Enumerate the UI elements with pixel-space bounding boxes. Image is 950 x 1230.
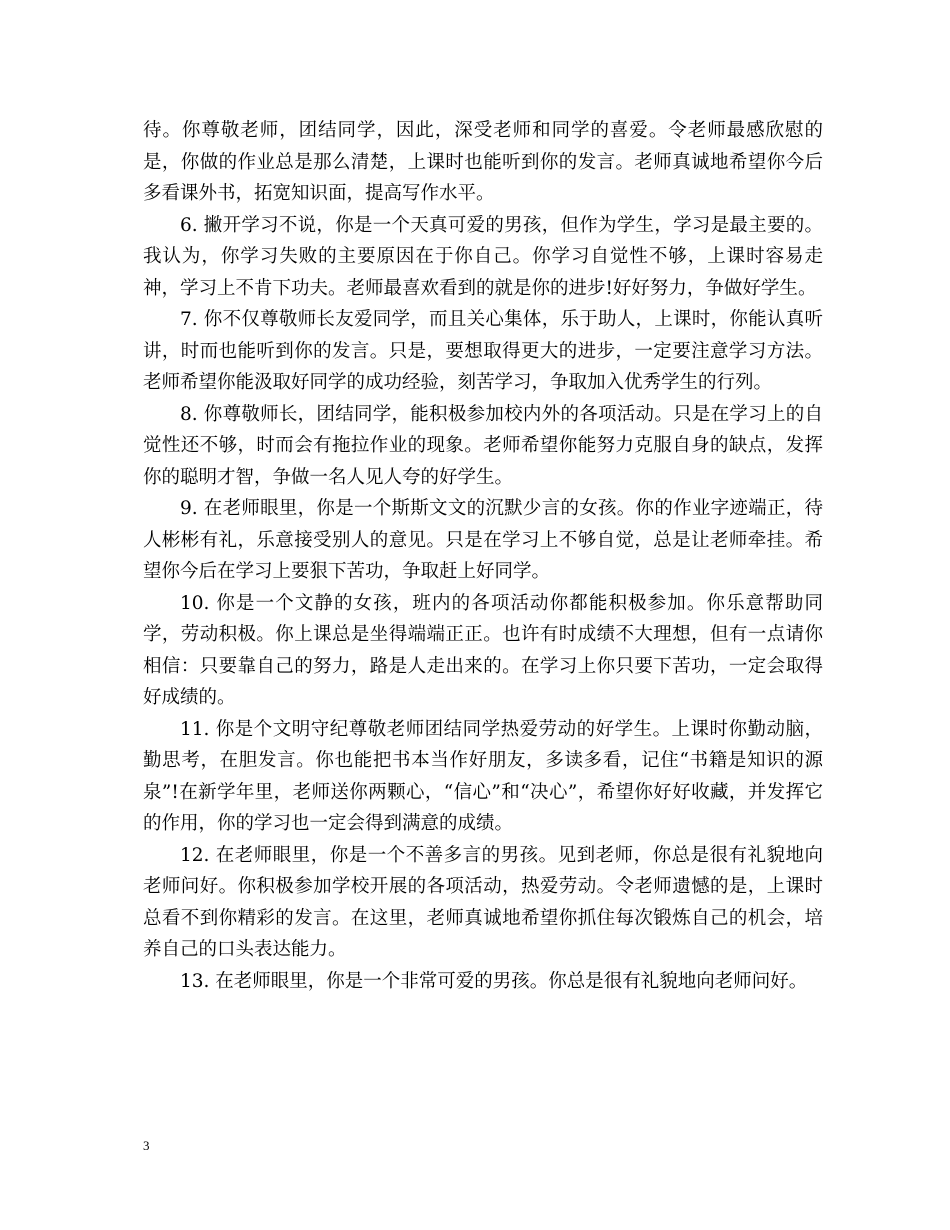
page-number: 3 <box>143 1138 150 1153</box>
paragraph-item-10: 10. 你是一个文静的女孩，班内的各项活动你都能积极参加。你乐意帮助同学，劳动积极。你上课总是坐得端端正正。也许有时成绩不大理想，但有一点请你相信：只要靠自己的努力，路是人走出来的。在学习上你只要下苦功，一定会取得好成绩的。 <box>143 592 823 708</box>
document-body <box>143 115 823 997</box>
paragraph-item-12: 12. 在老师眼里，你是一个不善多言的男孩。见到老师，你总是很有礼貌地向老师问好。你积极参加学校开展的各项活动，热爱劳动。令老师遗憾的是，上课时总看不到你精彩的发言。在这里，老师真诚地希望你抓住每次锻炼自己的机会，培养自己的口头表达能力。 <box>143 844 823 960</box>
paragraph-item-8: 8. 你尊敬师长，团结同学，能积极参加校内外的各项活动。只是在学习上的自觉性还不够，时而会有拖拉作业的现象。老师希望你能努力克服自身的缺点，发挥你的聪明才智，争做一名人见人夸的好学生。 <box>143 403 823 488</box>
paragraph-item-7: 7. 你不仅尊敬师长友爱同学，而且关心集体，乐于助人，上课时，你能认真听讲，时而也能听到你的发言。只是，要想取得更大的进步，一定要注意学习方法。老师希望你能汲取好同学的成功经验，刻苦学习，争取加入优秀学生的行列。 <box>143 309 823 393</box>
paragraph-item-13: 13. 在老师眼里，你是一个非常可爱的男孩。你总是很有礼貌地向老师问好。 <box>180 970 808 992</box>
paragraph-continued: 待。你尊敬老师，团结同学，因此，深受老师和同学的喜爱。令老师最感欣慰的是，你做的作业总是那么清楚，上课时也能听到你的发言。老师真诚地希望你今后多看课外书，拓宽知识面，提高写作水平。 <box>143 120 823 204</box>
paragraph-item-9: 9. 在老师眼里，你是一个斯斯文文的沉默少言的女孩。你的作业字迹端正，待人彬彬有礼，乐意接受别人的意见。只是在学习上不够自觉，总是让老师牵挂。希望你今后在学习上要狠下苦功，争取赶上好同学。 <box>143 498 823 582</box>
paragraph-item-11: 11. 你是个文明守纪尊敬老师团结同学热爱劳动的好学生。上课时你勤动脑，勤思考，在胆发言。你也能把书本当作好朋友，多读多看，记住“书籍是知识的源泉”!在新学年里，老师送你两颗心，“信心”和“决心”，希望你好好收藏，并发挥它的作用，你的学习也一定会得到满意的成绩。 <box>143 718 823 834</box>
paragraph-item-6: 6. 撇开学习不说，你是一个天真可爱的男孩，但作为学生，学习是最主要的。我认为，你学习失败的主要原因在于你自己。你学习自觉性不够，上课时容易走神，学习上不肯下功夫。老师最喜欢看到的就是你的进步!好好努力，争做好学生。 <box>143 214 823 299</box>
